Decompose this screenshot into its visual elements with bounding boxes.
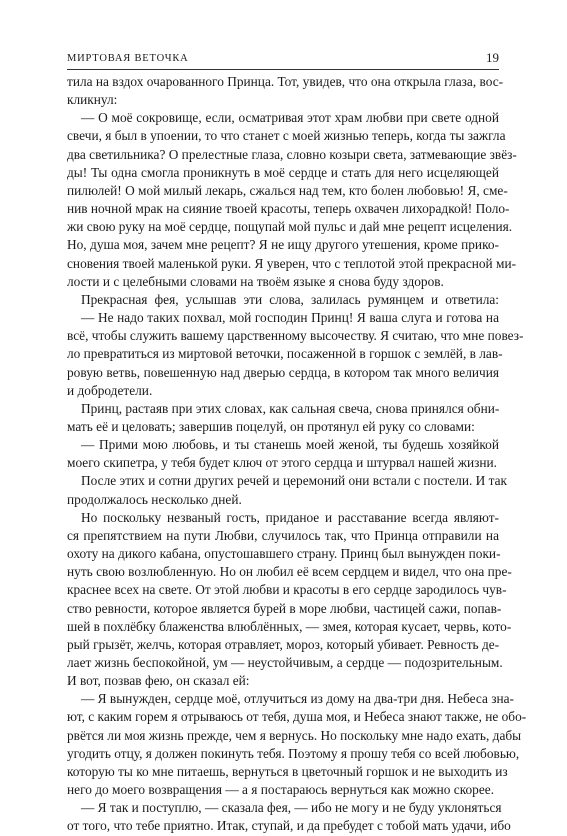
text-line: пилюлей! О мой милый лекарь, сжалься над тем, кто болен любовью! Я, сме- <box>67 182 508 198</box>
text-line: — О моё сокровище, если, осматривая этот храм любви при свете одной <box>81 110 499 126</box>
header-rule <box>67 69 499 70</box>
text-line: Прекрасная фея, услышав эти слова, залилась румянцем и ответила: <box>81 291 499 307</box>
text-line: моего скипетра, у тебя будет ключ от этого сердца и штурвал нашей жизни. <box>67 455 498 471</box>
running-title: МИРТОВАЯ ВЕТОЧКА <box>67 53 189 64</box>
text-line: лает жизнь беспокойной, ум — неустойчивым, а сердце — подозрительным. <box>67 655 503 670</box>
text-line: кликнул: <box>67 92 118 108</box>
text-line: свечи, я был в упоении, то что станет с моей жизнью теперь, когда ты зажгла <box>67 128 506 144</box>
text-line: ды! Ты одна смогла проникнуть в моё сердце и стать для него исцеляющей <box>67 164 499 180</box>
text-line: мать её и целовать; завершив поцелуй, он протянул ей руку со словами: <box>67 418 475 434</box>
text-line: ровую ветвь, повешенную над дверью сердца, в котором так много величия <box>67 364 499 380</box>
text-line: и добродетели. <box>67 382 153 398</box>
text-line: ло превратиться из миртовой веточки, посаженной в горшок с землёй, в лав- <box>67 346 503 362</box>
text-line: краснее всех на свете. От этой любви и красоты в его сердце зародилось чув- <box>67 582 507 598</box>
text-line: рый грызёт, желчь, которая отравляет, мороз, который убивает. Ревность де- <box>67 636 500 652</box>
text-line: Но поскольку незваный гость, приданое и расставание всегда являют- <box>81 509 499 525</box>
text-line: — Я так и поступлю, — сказала фея, — ибо не могу и не буду уклоняться <box>81 800 502 816</box>
text-line: жи свою руку на моё сердце, пощупай мой пульс и дай мне рецепт исцеления. <box>67 219 513 235</box>
page-header <box>67 50 499 70</box>
text-line: Но, душа моя, зачем мне рецепт? Я не ищу другого утешения, кроме прико- <box>67 237 499 253</box>
text-line: продолжалось несколько дней. <box>67 491 242 507</box>
text-line: — Не надо таких похвал, мой господин Принц! Я ваша слуга и готова на <box>81 310 499 326</box>
text-line: ство ревности, которое является бурей в море любви, частицей сажи, попав- <box>67 600 502 616</box>
text-line: рвётся ли моя жизнь прежде, чем я вернусь. Но поскольку мне надо ехать, дабы <box>67 727 522 743</box>
text-line: два светильника? О прелестные глаза, словно козыри света, затмевающие звёз- <box>67 146 517 162</box>
text-line: него до моего возвращения — а я постараюсь вернуться как можно скорее. <box>67 782 495 798</box>
page-number: 19 <box>486 50 499 65</box>
text-line: — Я вынужден, сердце моё, отлучиться из дому на два-три дня. Небеса зна- <box>81 691 514 707</box>
text-line: ся препятствием на пути Любви, случилось так, что Принца отправили на <box>67 527 499 543</box>
text-line: нуть свою возлюбленную. Но он любил её всем сердцем и видел, что она пре- <box>67 564 512 580</box>
text-line: тила на вздох очарованного Принца. Тот, увидев, что она открыла глаза, вос- <box>67 74 504 89</box>
text-line: сновения твоей маленькой руки. Я уверен, что с теплотой этой прекрасной ми- <box>67 255 517 271</box>
text-line: всё, чтобы служить вашему царственному высочеству. Я считаю, что мне повез- <box>67 328 524 344</box>
text-line: охоту на дикого кабана, опустошавшего страну. Принц был вынужден поки- <box>67 546 501 562</box>
text-line: И вот, позвав фею, он сказал ей: <box>67 673 250 689</box>
body-text <box>67 73 527 836</box>
text-line: от того, что тебе приятно. Итак, ступай, и да пребудет с тобой мать удачи, ибо <box>67 818 511 834</box>
text-line: угодить отцу, я должен покинуть тебя. Поэтому я прошу тебя со всей любовью, <box>67 745 520 761</box>
text-line: которую ты ко мне питаешь, вернуться в цветочный горшок и не выходить из <box>67 763 508 779</box>
text-line: лости и с целебными словами на твоём языке я снова буду здоров. <box>67 273 444 289</box>
text-line: ют, с каким горем я отрываюсь от тебя, душа моя, и Небеса знают также, не обо- <box>67 709 527 725</box>
text-line: После этих и сотни других речей и церемоний они встали с постели. И так <box>81 473 508 489</box>
text-line: нив ночной мрак на сияние твоей красоты, теперь охвачен лихорадкой! Поло- <box>67 201 510 217</box>
text-line: — Прими мою любовь, и ты станешь моей женой, ты будешь хозяйкой <box>81 437 499 453</box>
text-line: шей в похлёбку блаженства влюблённых, — змея, которая кусает, червь, кото- <box>67 618 512 634</box>
text-line: Принц, растаяв при этих словах, как сальная свеча, снова принялся обни- <box>81 400 500 416</box>
